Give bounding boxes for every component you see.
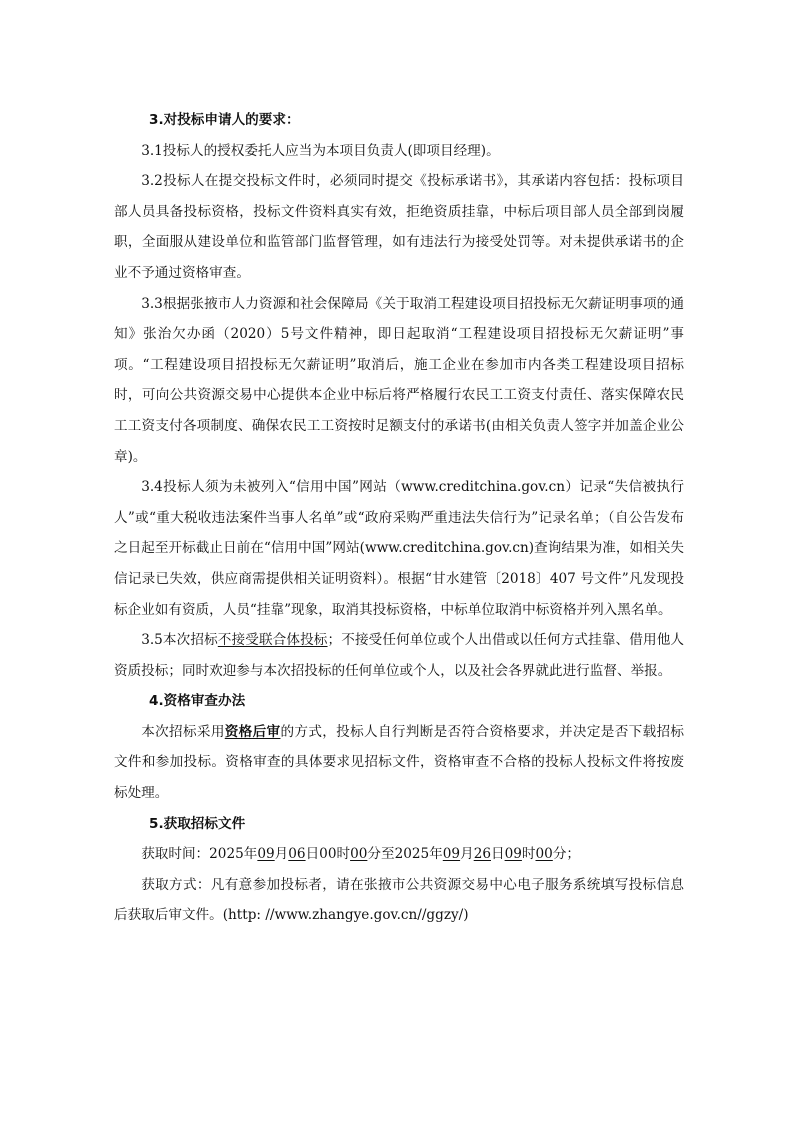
section-3-heading: 3.对投标申请人的要求： bbox=[149, 112, 300, 128]
end-day: 26 bbox=[473, 846, 491, 863]
section-4-paragraph bbox=[114, 717, 684, 809]
no-consortium-bid-text: 不接受联合体投标 bbox=[217, 632, 328, 649]
section-3-3-paragraph: 3.3根据张掖市人力资源和社会保障局《关于取消工程建设项目招投标无欠薪证明事项的通知》张治欠办函（2020）5号文件精神，即日起取消“工程建设项目招投标无欠薪证明”事项。“工程建设项目招投标无欠薪证明”取消后，施工企业在参加市内各类工程建设项目招标时，可向公共资源交易中心提供本企业中标后将严格履行农民工工资支付责任、落实保障农民工工资支付各项制度、确保农民工工资按时足额支付的承诺书(由相关负责人签字并加盖企业公章)。 bbox=[114, 295, 684, 465]
section-3-5-paragraph bbox=[114, 625, 684, 686]
section-3-1-paragraph: 3.1投标人的授权委托人应当为本项目负责人(即项目经理)。 bbox=[141, 142, 500, 159]
section-3-5-suffix: ；不接受任何单位或个人出借或以任何方式挂靠、借用他人资质投标；同时欢迎参与本次招投标的任何单位或个人，以及社会各界就此进行监督、举报。 bbox=[114, 632, 685, 679]
document-body bbox=[114, 105, 684, 931]
start-month: 09 bbox=[257, 846, 275, 863]
section-3-4-paragraph: 3.4投标人须为未被列入“信用中国”网站（www.creditchina.gov.cn）记录“失信被执行人”或“重大税收违法案件当事人名单”或“政府采购严重违法失信行为”记录名单；（自公告发布之日起至开标截止日前在“信用中国”网站(www.creditchina.gov.cn)查询结果为准，如相关失信记录已失效，供应商需提供相关证明资料）。根据“甘水建管〔2018〕407 号文件”凡发现投标企业如有资质，人员“挂靠”现象，取消其投标资格，中标单位取消中标资格并列入黑名单。 bbox=[114, 479, 684, 618]
acquisition-time-paragraph bbox=[114, 839, 684, 870]
end-month: 09 bbox=[442, 846, 461, 863]
start-day: 06 bbox=[288, 846, 306, 863]
end-hour: 09 bbox=[504, 846, 522, 863]
end-hour-unit: 时 bbox=[521, 846, 536, 863]
section-4-prefix: 本次招标采用 bbox=[141, 723, 225, 740]
section-4-suffix: 的方式，投标人自行判断是否符合资格要求，并决定是否下载招标文件和参加投标。资格审查的具体要求见招标文件，资格审查不合格的投标人投标文件将按废标处理。 bbox=[114, 723, 685, 802]
post-qualification-review-text: 资格后审 bbox=[224, 723, 281, 740]
time-range-middle: 分至2025年 bbox=[367, 846, 443, 863]
end-day-unit: 日 bbox=[491, 846, 505, 863]
section-4-heading: 4.资格审查办法 bbox=[149, 693, 246, 710]
start-year: 2025年 bbox=[209, 846, 258, 863]
section-3-5-prefix: 3.5本次招标 bbox=[141, 632, 218, 649]
acquisition-method-paragraph: 获取方式：凡有意参加投标者，请在张掖市公共资源交易中心电子服务系统填写投标信息后获取后审文件。(http: //www.zhangye.gov.cn//ggzy/) bbox=[114, 876, 684, 924]
start-day-unit: 日00时 bbox=[305, 846, 351, 863]
start-minute: 00 bbox=[350, 846, 368, 863]
acquisition-time-label: 获取时间： bbox=[141, 846, 210, 863]
start-month-unit: 月 bbox=[274, 846, 289, 863]
end-suffix: 分； bbox=[552, 846, 580, 863]
section-5-heading: 5.获取招标文件 bbox=[149, 815, 246, 832]
end-month-unit: 月 bbox=[460, 846, 474, 863]
end-minute: 00 bbox=[535, 846, 553, 863]
section-3-2-paragraph: 3.2投标人在提交投标文件时，必须同时提交《投标承诺书》，其承诺内容包括：投标项目部人员具备投标资格，投标文件资料真实有效，拒绝资质挂靠，中标后项目部人员全部到岗履职，全面服从建设单位和监管部门监督管理，如有违法行为接受处罚等。对未提供承诺书的企业不予通过资格审查。 bbox=[114, 173, 684, 281]
